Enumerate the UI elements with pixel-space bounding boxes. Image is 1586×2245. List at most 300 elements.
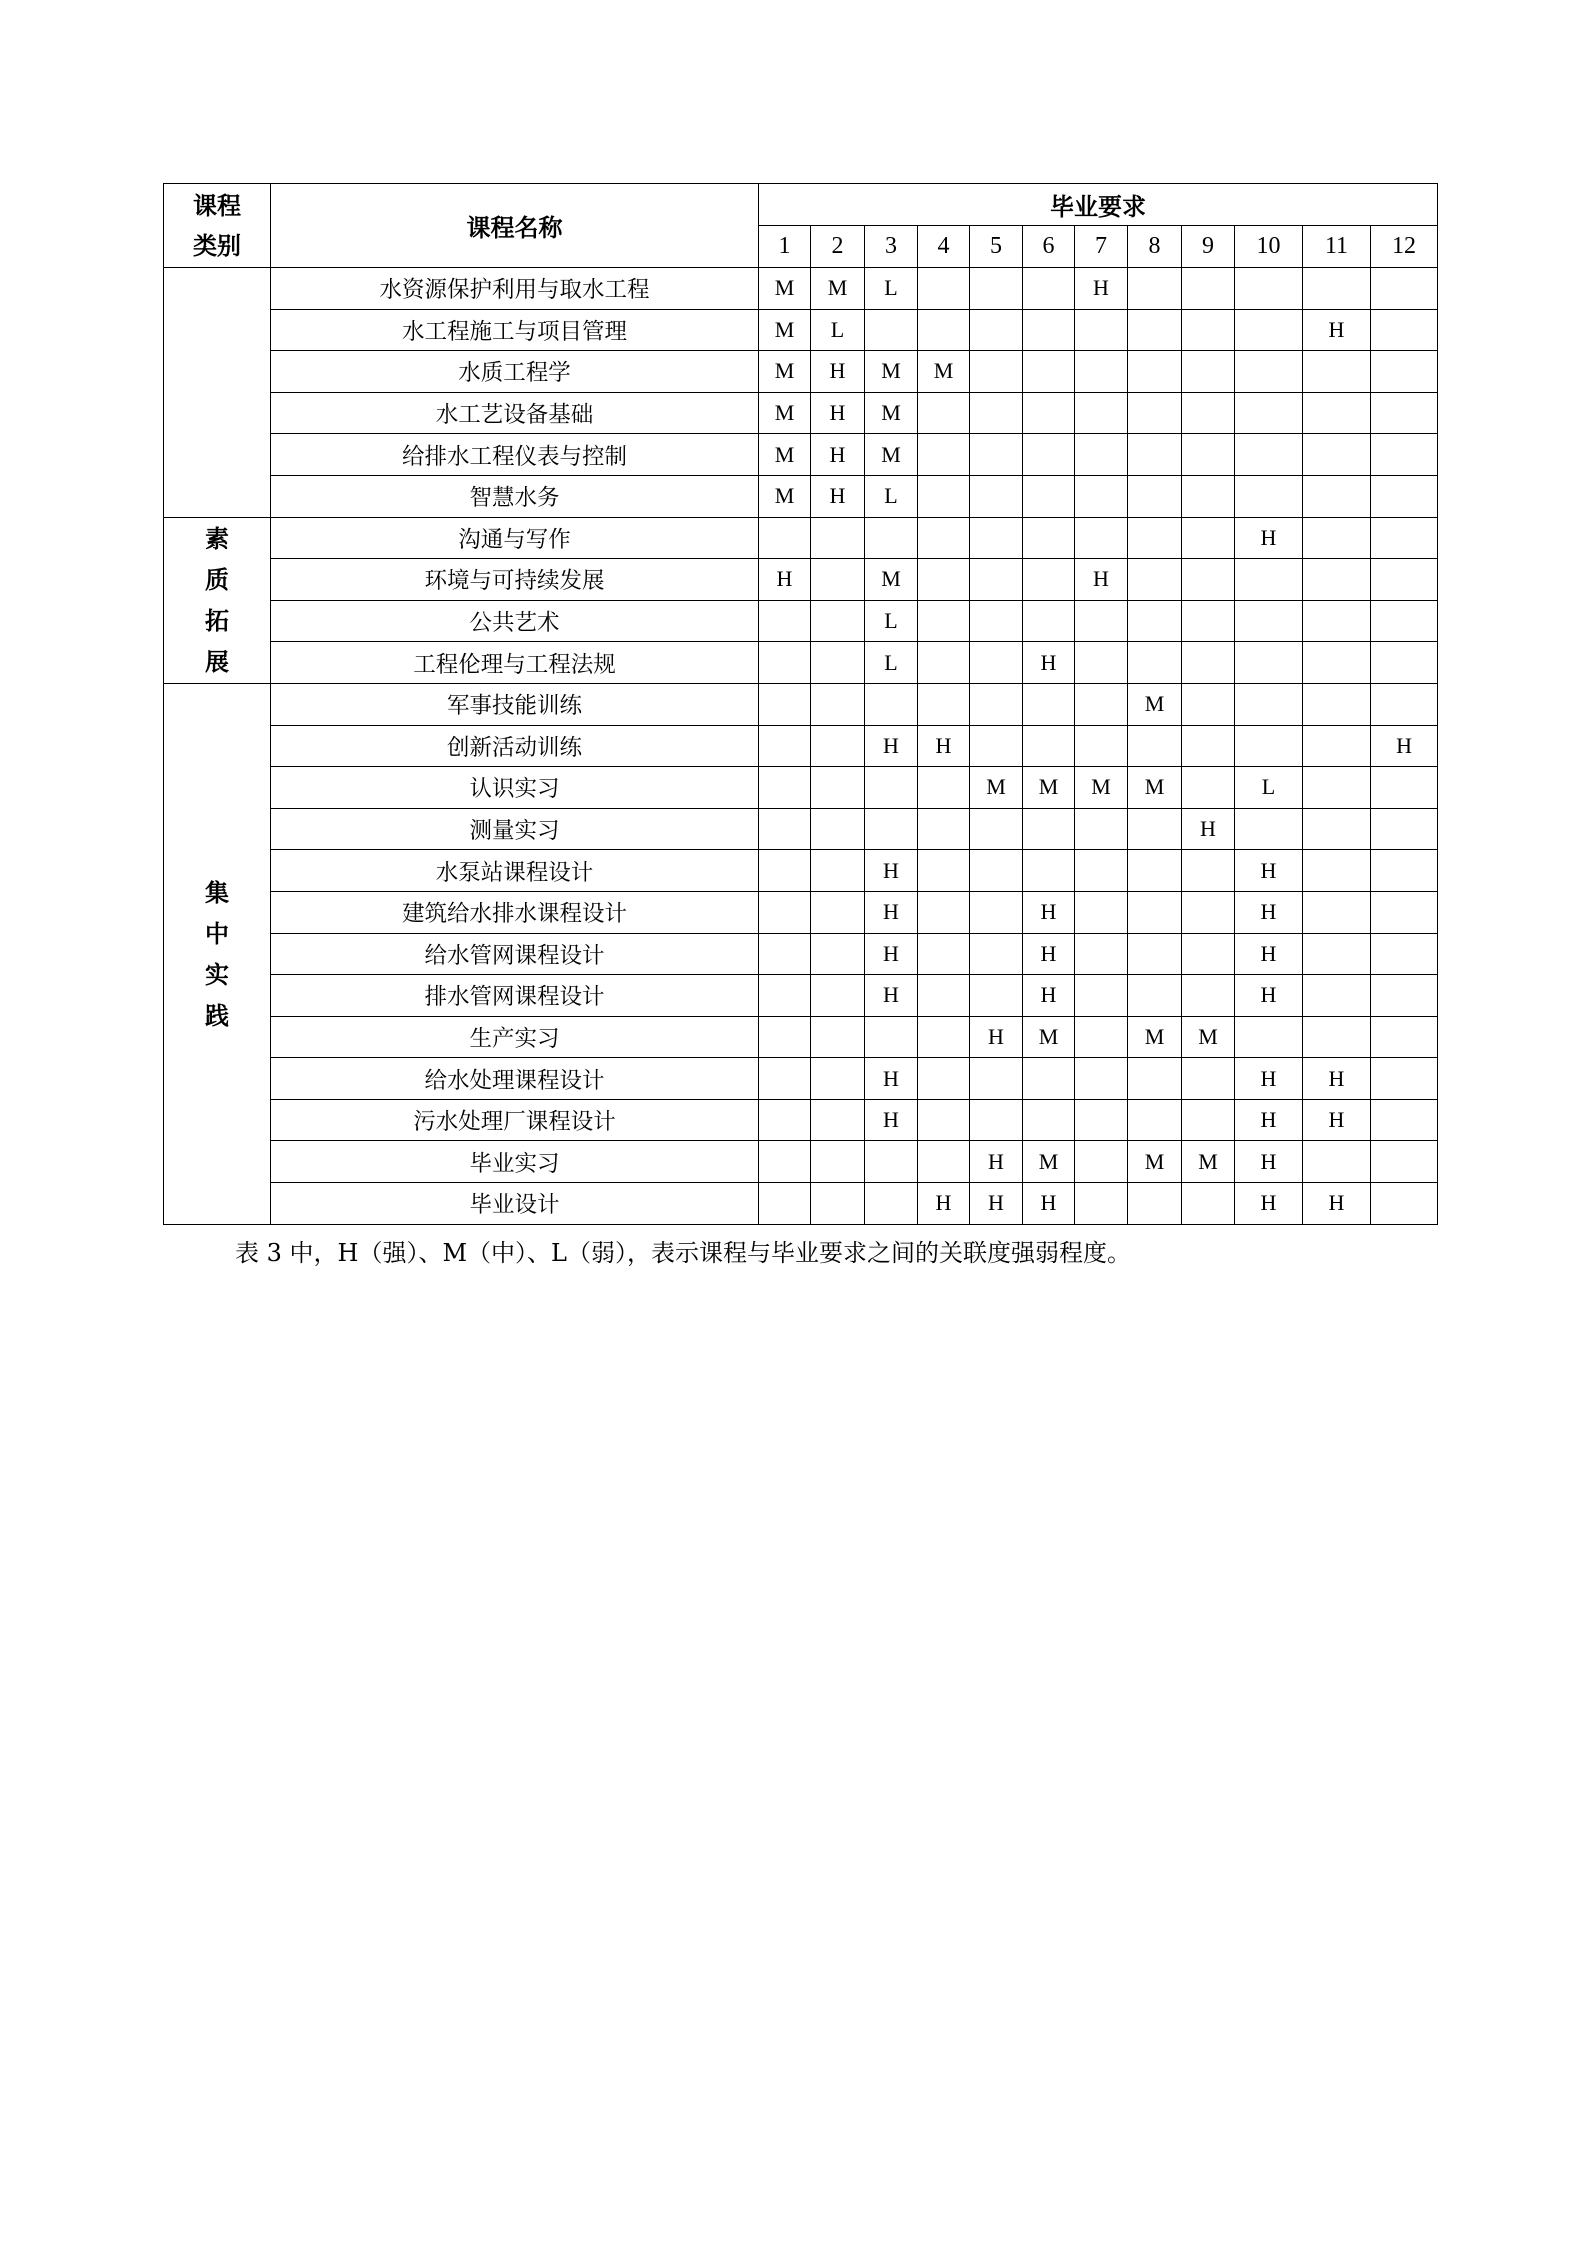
requirement-mark-cell: H bbox=[759, 559, 811, 601]
requirement-mark-cell bbox=[1303, 683, 1371, 725]
requirement-mark-cell bbox=[1128, 1099, 1182, 1141]
course-row bbox=[164, 933, 1438, 975]
requirement-mark-cell: H bbox=[1371, 725, 1438, 767]
requirement-mark-cell bbox=[1235, 642, 1303, 684]
requirement-mark-cell bbox=[1303, 725, 1371, 767]
requirement-mark-cell bbox=[970, 642, 1023, 684]
requirement-mark-cell bbox=[1128, 309, 1182, 351]
requirement-mark-cell bbox=[970, 933, 1023, 975]
requirement-mark-cell bbox=[1128, 434, 1182, 476]
requirement-mark-cell bbox=[1128, 268, 1182, 310]
requirement-mark-cell bbox=[1371, 517, 1438, 559]
requirement-mark-cell bbox=[1182, 933, 1235, 975]
requirement-mark-cell bbox=[1182, 475, 1235, 517]
requirement-mark-cell bbox=[1023, 600, 1075, 642]
requirement-mark-cell bbox=[1075, 933, 1128, 975]
requirement-mark-cell bbox=[918, 975, 970, 1017]
requirement-mark-cell bbox=[1075, 309, 1128, 351]
requirement-mark-cell bbox=[1182, 642, 1235, 684]
category-header-line-2: 类别 bbox=[193, 230, 241, 260]
requirement-mark-cell bbox=[1023, 268, 1075, 310]
requirement-mark-cell bbox=[1023, 517, 1075, 559]
requirement-mark-cell: M bbox=[1182, 1141, 1235, 1183]
requirement-mark-cell bbox=[811, 1099, 865, 1141]
requirement-mark-cell bbox=[918, 933, 970, 975]
course-name-cell: 创新活动训练 bbox=[271, 725, 759, 767]
requirements-group-header: 毕业要求 bbox=[759, 184, 1438, 226]
requirement-number-header: 2 bbox=[811, 226, 865, 268]
course-name-cell: 给水管网课程设计 bbox=[271, 933, 759, 975]
requirement-mark-cell: H bbox=[1235, 975, 1303, 1017]
course-row bbox=[164, 475, 1438, 517]
course-category-cell bbox=[164, 517, 271, 683]
course-name-cell: 建筑给水排水课程设计 bbox=[271, 891, 759, 933]
course-name-cell: 公共艺术 bbox=[271, 600, 759, 642]
requirement-mark-cell bbox=[1182, 767, 1235, 809]
requirement-mark-cell bbox=[970, 725, 1023, 767]
requirement-mark-cell: M bbox=[1023, 767, 1075, 809]
requirement-mark-cell: H bbox=[1235, 1058, 1303, 1100]
requirement-mark-cell bbox=[918, 559, 970, 601]
requirement-mark-cell bbox=[759, 767, 811, 809]
requirement-mark-cell: M bbox=[1075, 767, 1128, 809]
requirement-mark-cell: M bbox=[1128, 683, 1182, 725]
requirement-mark-cell bbox=[1182, 725, 1235, 767]
requirement-mark-cell bbox=[1023, 1099, 1075, 1141]
requirement-mark-cell: M bbox=[1128, 1141, 1182, 1183]
requirement-mark-cell: H bbox=[1023, 1183, 1075, 1225]
course-name-cell: 给水处理课程设计 bbox=[271, 1058, 759, 1100]
requirement-mark-cell bbox=[1303, 975, 1371, 1017]
requirement-number-header: 3 bbox=[865, 226, 918, 268]
requirement-mark-cell: M bbox=[759, 475, 811, 517]
course-name-cell: 水工程施工与项目管理 bbox=[271, 309, 759, 351]
course-row bbox=[164, 434, 1438, 476]
requirement-mark-cell bbox=[918, 767, 970, 809]
category-header-line-1: 课程 bbox=[193, 190, 241, 220]
requirement-mark-cell bbox=[1182, 559, 1235, 601]
requirement-number-header: 8 bbox=[1128, 226, 1182, 268]
requirement-mark-cell: H bbox=[865, 725, 918, 767]
requirement-mark-cell bbox=[1075, 517, 1128, 559]
requirement-mark-cell bbox=[811, 1183, 865, 1225]
requirement-mark-cell bbox=[1303, 475, 1371, 517]
requirement-mark-cell bbox=[1182, 434, 1235, 476]
requirement-mark-cell bbox=[865, 683, 918, 725]
requirement-mark-cell bbox=[918, 1016, 970, 1058]
course-category-label: 集中实践 bbox=[204, 877, 229, 1030]
requirement-mark-cell: H bbox=[918, 725, 970, 767]
requirement-mark-cell bbox=[918, 891, 970, 933]
requirement-mark-cell bbox=[759, 1099, 811, 1141]
requirement-mark-cell bbox=[1023, 808, 1075, 850]
requirement-mark-cell: M bbox=[811, 268, 865, 310]
course-row bbox=[164, 850, 1438, 892]
requirement-mark-cell bbox=[1371, 434, 1438, 476]
requirement-mark-cell bbox=[811, 808, 865, 850]
requirement-mark-cell bbox=[1128, 725, 1182, 767]
course-row bbox=[164, 600, 1438, 642]
requirement-mark-cell bbox=[1182, 351, 1235, 393]
course-name-cell: 给排水工程仪表与控制 bbox=[271, 434, 759, 476]
course-name-cell: 工程伦理与工程法规 bbox=[271, 642, 759, 684]
requirement-mark-cell bbox=[1303, 517, 1371, 559]
requirement-mark-cell bbox=[1023, 351, 1075, 393]
course-row bbox=[164, 1099, 1438, 1141]
requirement-mark-cell bbox=[1075, 392, 1128, 434]
requirement-mark-cell: M bbox=[759, 351, 811, 393]
requirement-mark-cell: H bbox=[1235, 891, 1303, 933]
requirement-mark-cell bbox=[1371, 933, 1438, 975]
requirement-mark-cell bbox=[1023, 683, 1075, 725]
course-name-cell: 环境与可持续发展 bbox=[271, 559, 759, 601]
requirement-mark-cell bbox=[1023, 434, 1075, 476]
course-row bbox=[164, 309, 1438, 351]
requirement-mark-cell bbox=[1075, 1183, 1128, 1225]
requirement-mark-cell bbox=[1182, 600, 1235, 642]
requirement-mark-cell: H bbox=[1303, 1183, 1371, 1225]
requirement-mark-cell bbox=[918, 517, 970, 559]
requirement-mark-cell bbox=[970, 1058, 1023, 1100]
course-row bbox=[164, 517, 1438, 559]
requirement-mark-cell bbox=[1371, 351, 1438, 393]
requirement-mark-cell bbox=[918, 268, 970, 310]
requirement-mark-cell bbox=[1075, 850, 1128, 892]
course-name-cell: 智慧水务 bbox=[271, 475, 759, 517]
requirement-mark-cell bbox=[1182, 268, 1235, 310]
requirement-mark-cell bbox=[865, 517, 918, 559]
requirement-mark-cell bbox=[1371, 559, 1438, 601]
requirement-mark-cell bbox=[811, 683, 865, 725]
requirement-mark-cell: M bbox=[918, 351, 970, 393]
requirement-mark-cell: M bbox=[1128, 1016, 1182, 1058]
requirement-mark-cell: H bbox=[865, 891, 918, 933]
requirement-mark-cell bbox=[918, 600, 970, 642]
requirement-mark-cell: H bbox=[1182, 808, 1235, 850]
requirement-mark-cell bbox=[811, 600, 865, 642]
requirement-mark-cell: H bbox=[811, 392, 865, 434]
requirement-mark-cell bbox=[1235, 808, 1303, 850]
course-row bbox=[164, 392, 1438, 434]
requirement-mark-cell bbox=[1235, 725, 1303, 767]
course-row bbox=[164, 725, 1438, 767]
requirement-mark-cell: M bbox=[865, 434, 918, 476]
requirement-mark-cell: H bbox=[970, 1183, 1023, 1225]
requirement-mark-cell bbox=[759, 975, 811, 1017]
requirement-mark-cell bbox=[970, 517, 1023, 559]
requirement-number-header: 10 bbox=[1235, 226, 1303, 268]
table-footnote: 表 3 中，H（强）、M（中）、L（弱），表示课程与毕业要求之间的关联度强弱程度。 bbox=[235, 1239, 1131, 1267]
requirement-mark-cell: H bbox=[918, 1183, 970, 1225]
requirement-mark-cell bbox=[1128, 975, 1182, 1017]
requirement-mark-cell bbox=[811, 1016, 865, 1058]
requirement-mark-cell: H bbox=[970, 1016, 1023, 1058]
requirement-mark-cell: H bbox=[1023, 933, 1075, 975]
requirement-number-header: 6 bbox=[1023, 226, 1075, 268]
requirement-mark-cell bbox=[1303, 392, 1371, 434]
requirement-mark-cell bbox=[918, 1099, 970, 1141]
requirement-mark-cell bbox=[1023, 309, 1075, 351]
requirement-mark-cell: M bbox=[1182, 1016, 1235, 1058]
requirement-mark-cell bbox=[759, 725, 811, 767]
requirement-mark-cell bbox=[970, 600, 1023, 642]
course-name-cell: 排水管网课程设计 bbox=[271, 975, 759, 1017]
requirement-mark-cell bbox=[811, 975, 865, 1017]
requirement-mark-cell bbox=[1075, 434, 1128, 476]
course-row bbox=[164, 767, 1438, 809]
course-row bbox=[164, 268, 1438, 310]
requirement-mark-cell bbox=[759, 683, 811, 725]
requirement-number-header: 4 bbox=[918, 226, 970, 268]
requirement-mark-cell bbox=[811, 559, 865, 601]
requirement-mark-cell bbox=[1235, 392, 1303, 434]
requirement-mark-cell bbox=[970, 392, 1023, 434]
requirement-mark-cell bbox=[1075, 891, 1128, 933]
course-name-column-header: 课程名称 bbox=[271, 184, 759, 268]
requirement-mark-cell bbox=[811, 767, 865, 809]
course-name-cell: 生产实习 bbox=[271, 1016, 759, 1058]
course-row bbox=[164, 975, 1438, 1017]
requirement-mark-cell bbox=[759, 600, 811, 642]
requirement-mark-cell bbox=[1371, 392, 1438, 434]
requirement-mark-cell bbox=[1128, 933, 1182, 975]
course-row bbox=[164, 1141, 1438, 1183]
matrix-body bbox=[164, 268, 1438, 1225]
course-row bbox=[164, 683, 1438, 725]
requirement-mark-cell bbox=[1235, 475, 1303, 517]
requirement-mark-cell: H bbox=[865, 850, 918, 892]
course-row bbox=[164, 808, 1438, 850]
requirement-mark-cell bbox=[1128, 351, 1182, 393]
requirement-mark-cell bbox=[1235, 1016, 1303, 1058]
requirement-mark-cell bbox=[970, 268, 1023, 310]
course-row bbox=[164, 1183, 1438, 1225]
course-row bbox=[164, 351, 1438, 393]
requirement-mark-cell: L bbox=[1235, 767, 1303, 809]
course-name-cell: 军事技能训练 bbox=[271, 683, 759, 725]
requirement-mark-cell bbox=[1303, 559, 1371, 601]
course-name-cell: 水工艺设备基础 bbox=[271, 392, 759, 434]
requirement-mark-cell bbox=[1303, 767, 1371, 809]
requirement-mark-cell bbox=[1235, 683, 1303, 725]
requirement-mark-cell bbox=[1371, 891, 1438, 933]
requirement-mark-cell bbox=[1023, 392, 1075, 434]
requirement-mark-cell bbox=[918, 808, 970, 850]
requirement-mark-cell bbox=[759, 1058, 811, 1100]
requirement-mark-cell bbox=[1235, 268, 1303, 310]
requirement-mark-cell: M bbox=[1023, 1016, 1075, 1058]
course-name-cell: 认识实习 bbox=[271, 767, 759, 809]
requirement-mark-cell bbox=[918, 392, 970, 434]
requirement-mark-cell bbox=[1182, 891, 1235, 933]
requirement-mark-cell bbox=[1235, 434, 1303, 476]
requirement-mark-cell bbox=[1303, 600, 1371, 642]
requirement-mark-cell bbox=[1235, 600, 1303, 642]
requirement-mark-cell bbox=[865, 1183, 918, 1225]
requirement-mark-cell bbox=[1075, 725, 1128, 767]
requirement-mark-cell bbox=[1128, 1058, 1182, 1100]
requirement-mark-cell bbox=[759, 1141, 811, 1183]
requirement-mark-cell bbox=[1128, 517, 1182, 559]
course-category-label: 素质拓展 bbox=[204, 524, 229, 677]
requirement-mark-cell bbox=[1182, 309, 1235, 351]
requirement-mark-cell: H bbox=[865, 975, 918, 1017]
requirement-mark-cell bbox=[1128, 600, 1182, 642]
requirement-mark-cell: H bbox=[1303, 1099, 1371, 1141]
requirement-mark-cell bbox=[1371, 1016, 1438, 1058]
course-row bbox=[164, 559, 1438, 601]
requirement-mark-cell bbox=[1371, 268, 1438, 310]
requirement-mark-cell: H bbox=[1235, 933, 1303, 975]
requirement-mark-cell: M bbox=[865, 351, 918, 393]
requirement-mark-cell bbox=[865, 808, 918, 850]
category-column-header bbox=[164, 184, 271, 268]
requirement-mark-cell bbox=[1235, 351, 1303, 393]
requirement-mark-cell bbox=[1182, 1058, 1235, 1100]
requirement-mark-cell bbox=[1371, 767, 1438, 809]
requirement-mark-cell: L bbox=[865, 642, 918, 684]
requirement-mark-cell bbox=[918, 475, 970, 517]
requirement-mark-cell bbox=[1371, 808, 1438, 850]
requirement-mark-cell bbox=[970, 975, 1023, 1017]
requirement-mark-cell bbox=[811, 725, 865, 767]
header-row-top bbox=[164, 184, 1438, 226]
requirement-mark-cell: H bbox=[865, 1058, 918, 1100]
requirement-mark-cell bbox=[1128, 559, 1182, 601]
requirement-mark-cell: M bbox=[759, 392, 811, 434]
requirement-mark-cell bbox=[865, 767, 918, 809]
requirement-mark-cell: L bbox=[811, 309, 865, 351]
requirement-mark-cell: H bbox=[1023, 891, 1075, 933]
requirement-mark-cell bbox=[1128, 891, 1182, 933]
requirement-mark-cell bbox=[811, 517, 865, 559]
requirement-mark-cell bbox=[970, 559, 1023, 601]
requirement-mark-cell bbox=[759, 891, 811, 933]
requirement-mark-cell bbox=[1235, 559, 1303, 601]
course-category-cell bbox=[164, 268, 271, 518]
requirement-mark-cell: M bbox=[1023, 1141, 1075, 1183]
requirement-mark-cell bbox=[759, 517, 811, 559]
requirement-mark-cell bbox=[811, 933, 865, 975]
requirement-mark-cell bbox=[1371, 309, 1438, 351]
requirement-mark-cell bbox=[1371, 1141, 1438, 1183]
requirement-mark-cell bbox=[1128, 1183, 1182, 1225]
requirement-number-header: 5 bbox=[970, 226, 1023, 268]
requirement-mark-cell bbox=[1128, 392, 1182, 434]
requirement-mark-cell bbox=[1023, 850, 1075, 892]
course-name-cell: 沟通与写作 bbox=[271, 517, 759, 559]
requirement-number-header: 7 bbox=[1075, 226, 1128, 268]
requirement-mark-cell bbox=[918, 1141, 970, 1183]
requirement-mark-cell bbox=[1371, 975, 1438, 1017]
requirement-mark-cell bbox=[865, 1141, 918, 1183]
requirement-mark-cell: M bbox=[759, 268, 811, 310]
requirement-mark-cell bbox=[1303, 933, 1371, 975]
requirement-mark-cell bbox=[1075, 975, 1128, 1017]
requirement-mark-cell bbox=[970, 891, 1023, 933]
requirement-mark-cell bbox=[1371, 850, 1438, 892]
requirement-mark-cell bbox=[1075, 351, 1128, 393]
requirement-mark-cell: H bbox=[1023, 642, 1075, 684]
requirement-mark-cell bbox=[865, 1016, 918, 1058]
requirement-mark-cell bbox=[1371, 475, 1438, 517]
requirement-mark-cell bbox=[759, 808, 811, 850]
requirement-mark-cell bbox=[970, 351, 1023, 393]
requirement-mark-cell bbox=[1235, 309, 1303, 351]
requirement-mark-cell bbox=[918, 850, 970, 892]
requirement-mark-cell bbox=[1303, 351, 1371, 393]
requirement-mark-cell bbox=[1182, 1183, 1235, 1225]
requirement-mark-cell bbox=[1303, 891, 1371, 933]
requirement-mark-cell bbox=[918, 434, 970, 476]
requirement-mark-cell: H bbox=[970, 1141, 1023, 1183]
requirement-mark-cell bbox=[1303, 434, 1371, 476]
course-row bbox=[164, 891, 1438, 933]
requirement-mark-cell bbox=[811, 1141, 865, 1183]
requirement-mark-cell bbox=[1075, 1058, 1128, 1100]
requirement-mark-cell bbox=[1023, 725, 1075, 767]
course-name-cell: 水质工程学 bbox=[271, 351, 759, 393]
course-name-cell: 测量实习 bbox=[271, 808, 759, 850]
requirement-mark-cell bbox=[1075, 1141, 1128, 1183]
requirement-mark-cell bbox=[759, 642, 811, 684]
requirement-mark-cell bbox=[970, 1099, 1023, 1141]
requirement-mark-cell bbox=[1371, 600, 1438, 642]
requirement-mark-cell: H bbox=[865, 1099, 918, 1141]
requirement-mark-cell bbox=[1182, 517, 1235, 559]
course-category-cell bbox=[164, 683, 271, 1224]
requirement-mark-cell bbox=[1371, 1183, 1438, 1225]
requirement-mark-cell bbox=[970, 850, 1023, 892]
requirement-mark-cell bbox=[1075, 683, 1128, 725]
requirement-mark-cell bbox=[1075, 808, 1128, 850]
requirement-mark-cell bbox=[811, 850, 865, 892]
course-row bbox=[164, 1058, 1438, 1100]
requirement-mark-cell bbox=[759, 1016, 811, 1058]
requirement-mark-cell bbox=[1075, 1099, 1128, 1141]
requirement-mark-cell bbox=[1182, 392, 1235, 434]
requirement-mark-cell: L bbox=[865, 475, 918, 517]
course-name-cell: 水泵站课程设计 bbox=[271, 850, 759, 892]
requirement-mark-cell: H bbox=[1303, 1058, 1371, 1100]
matrix-header bbox=[164, 184, 1438, 268]
requirement-mark-cell bbox=[759, 1183, 811, 1225]
requirement-mark-cell: H bbox=[1235, 1183, 1303, 1225]
requirement-mark-cell: H bbox=[811, 434, 865, 476]
requirement-mark-cell bbox=[1371, 683, 1438, 725]
requirement-mark-cell bbox=[1023, 1058, 1075, 1100]
requirement-mark-cell bbox=[970, 475, 1023, 517]
requirement-mark-cell bbox=[1075, 475, 1128, 517]
requirement-mark-cell bbox=[1303, 808, 1371, 850]
course-name-cell: 污水处理厂课程设计 bbox=[271, 1099, 759, 1141]
requirement-mark-cell bbox=[1023, 475, 1075, 517]
requirement-mark-cell bbox=[759, 933, 811, 975]
requirement-mark-cell bbox=[1303, 268, 1371, 310]
requirement-mark-cell bbox=[1075, 1016, 1128, 1058]
requirement-mark-cell: M bbox=[759, 309, 811, 351]
requirement-number-header: 12 bbox=[1371, 226, 1438, 268]
requirement-mark-cell bbox=[1075, 600, 1128, 642]
requirement-mark-cell: H bbox=[811, 475, 865, 517]
requirement-mark-cell bbox=[811, 642, 865, 684]
requirement-mark-cell bbox=[1128, 850, 1182, 892]
requirement-mark-cell bbox=[918, 683, 970, 725]
requirement-mark-cell bbox=[1303, 642, 1371, 684]
requirement-mark-cell bbox=[1371, 1099, 1438, 1141]
requirement-mark-cell bbox=[1182, 683, 1235, 725]
requirement-number-header: 1 bbox=[759, 226, 811, 268]
